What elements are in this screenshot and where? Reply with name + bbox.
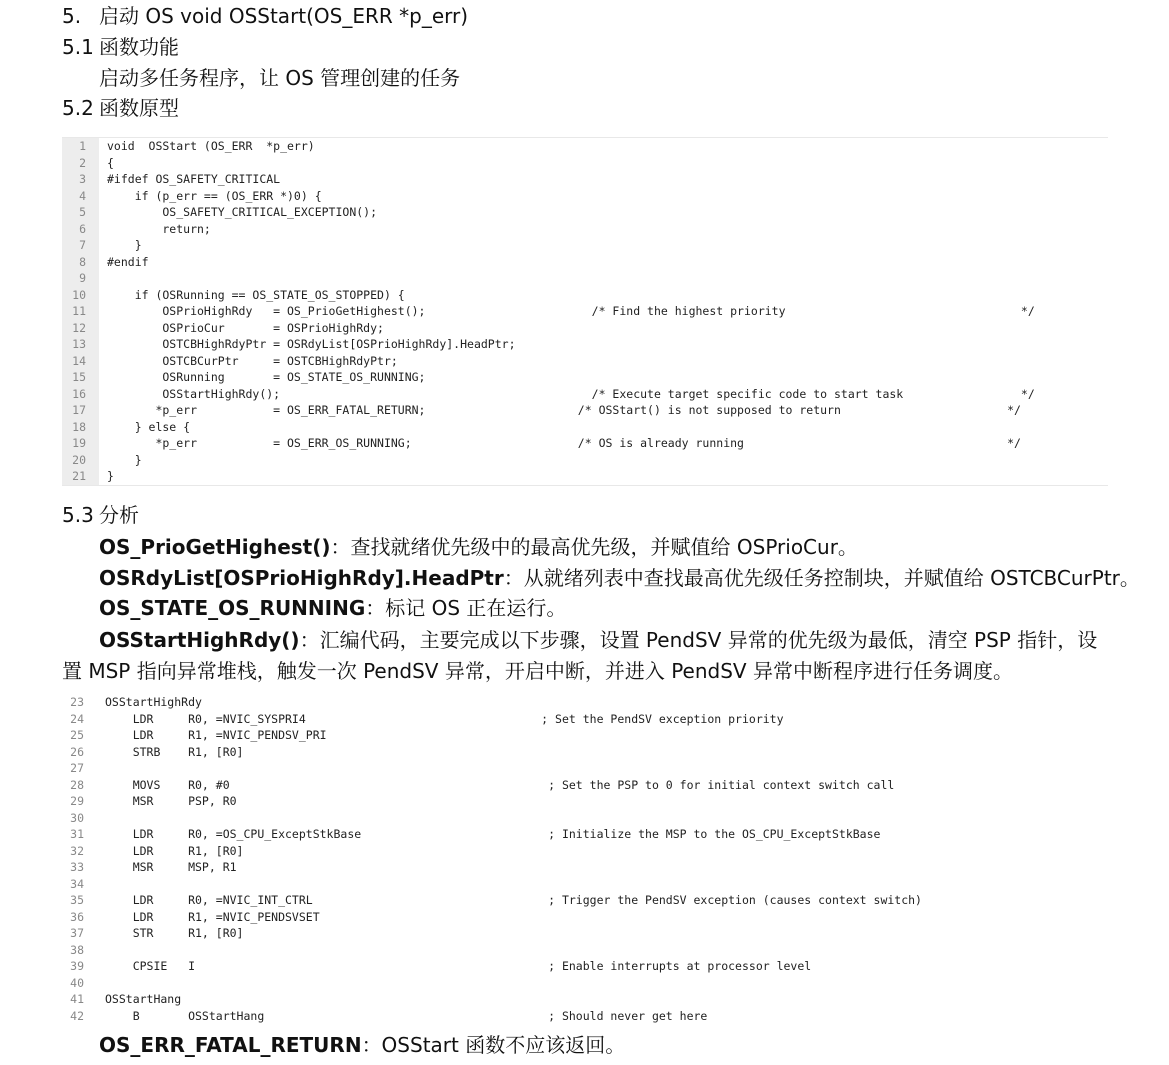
- code-text: void OSStart (OS_ERR *p_err): [107, 139, 315, 153]
- line-number: 25: [70, 728, 84, 742]
- line-number: 29: [70, 794, 84, 808]
- code-line: [62, 925, 1108, 942]
- code-line: [62, 843, 1108, 860]
- code-text: OS_SAFETY_CRITICAL_EXCEPTION();: [107, 205, 378, 219]
- code-line: [62, 320, 1108, 337]
- line-number: 11: [72, 304, 86, 318]
- code-text: STRB R1, [R0]: [105, 744, 244, 759]
- analysis-term: OSRdyList[OSPrioHighRdy].HeadPtr: [99, 566, 504, 590]
- analysis-desc: ：汇编代码，主要完成以下步骤，设置 PendSV 异常的优先级为最低，清空 PSP 指针，设置 MSP 指向异常堆栈，触发一次 PendSV 异常，开启中断，并进入 PendSV 异常中断程序进行任务调度。: [62, 628, 1098, 683]
- code-text: MSR PSP, R0: [105, 794, 237, 808]
- line-number: 13: [72, 337, 86, 351]
- line-number: 6: [79, 221, 86, 236]
- analysis-item-long: [62, 625, 1110, 687]
- code-line: [62, 744, 1108, 761]
- line-number: 20: [72, 452, 86, 467]
- code-line: [62, 188, 1108, 205]
- code-text: LDR R1, =NVIC_PENDSVSET: [105, 909, 320, 924]
- analysis-item: [99, 533, 858, 561]
- code-text: *p_err = OS_ERR_FATAL_RETURN; /* OSStart() is not supposed to return */: [107, 403, 1021, 417]
- code-text: LDR R1, [R0]: [105, 843, 244, 858]
- code-text: OSPrioCur = OSPrioHighRdy;: [107, 320, 384, 335]
- function-description: 启动多任务程序，让 OS 管理创建的任务: [99, 66, 461, 90]
- line-number: 42: [70, 1008, 84, 1023]
- analysis-item: [99, 594, 566, 622]
- line-number: 27: [70, 761, 84, 775]
- code-line: [62, 727, 1108, 744]
- section-5-1-heading: [62, 34, 179, 60]
- code-text: MOVS R0, #0 ; Set the PSP to 0 for initial context switch call: [105, 777, 895, 792]
- c-code-block: [62, 137, 1108, 486]
- code-line: [62, 204, 1108, 221]
- line-number: 15: [72, 370, 86, 384]
- line-number: 34: [70, 876, 84, 891]
- code-text: }: [107, 469, 114, 483]
- section-number: 5.1: [62, 35, 94, 59]
- line-number: 21: [72, 469, 86, 483]
- line-number: 23: [70, 695, 84, 709]
- code-line: [62, 386, 1108, 403]
- code-line: [62, 402, 1108, 419]
- code-line: [62, 287, 1108, 304]
- analysis-term: OS_ERR_FATAL_RETURN: [99, 1033, 362, 1057]
- section-title: 函数原型: [99, 96, 179, 120]
- section-title: 分析: [99, 503, 139, 527]
- code-line: [62, 958, 1108, 975]
- code-text: STR R1, [R0]: [105, 926, 244, 940]
- code-line: [62, 991, 1108, 1008]
- code-text: *p_err = OS_ERR_OS_RUNNING; /* OS is already running */: [107, 436, 1021, 450]
- line-number: 17: [72, 403, 86, 417]
- code-line: [62, 777, 1108, 794]
- line-number: 24: [70, 711, 84, 726]
- analysis-term: OSStartHighRdy(): [99, 628, 300, 652]
- line-number: 41: [70, 992, 84, 1006]
- code-text: #ifdef OS_SAFETY_CRITICAL: [107, 172, 281, 186]
- code-text: MSR MSP, R1: [105, 860, 237, 874]
- code-text: OSStartHang: [105, 992, 182, 1006]
- code-text: [84, 810, 105, 827]
- line-number: 36: [70, 909, 84, 924]
- code-line: [62, 694, 1108, 711]
- code-line: [62, 155, 1108, 172]
- code-line: [62, 942, 1108, 959]
- code-line: [62, 435, 1108, 452]
- code-text: B OSStartHang ; Should never get here: [105, 1008, 708, 1023]
- code-text: OSTCBHighRdyPtr = OSRdyList[OSPrioHighRdy].HeadPtr;: [107, 337, 516, 351]
- code-text: [84, 760, 105, 777]
- line-number: 28: [70, 777, 84, 792]
- analysis-desc: ：查找就绪优先级中的最高优先级，并赋值给 OSPrioCur。: [330, 535, 858, 559]
- code-line: [62, 826, 1108, 843]
- code-text: }: [107, 452, 142, 467]
- line-number: 33: [70, 860, 84, 874]
- code-line: [62, 468, 1108, 485]
- section-5-3-heading: [62, 502, 139, 528]
- code-text: return;: [107, 221, 211, 236]
- code-text: OSStartHighRdy(); /* Execute target specific code to start task */: [107, 386, 1035, 401]
- code-text: LDR R0, =NVIC_INT_CTRL ; Trigger the PendSV exception (causes context switch): [105, 893, 922, 907]
- code-text: [86, 270, 107, 287]
- line-number: 31: [70, 827, 84, 841]
- code-line: [62, 171, 1108, 188]
- line-number: 37: [70, 926, 84, 940]
- code-line: [62, 760, 1108, 777]
- code-line: [62, 419, 1108, 436]
- code-text: OSTCBCurPtr = OSTCBHighRdyPtr;: [107, 353, 398, 368]
- code-line: [62, 353, 1108, 370]
- code-line: [62, 892, 1108, 909]
- code-text: {: [107, 155, 114, 170]
- code-line: [62, 369, 1108, 386]
- line-number: 9: [79, 271, 86, 285]
- section-5-heading: [62, 3, 468, 29]
- code-line: [62, 1008, 1108, 1025]
- code-text: OSRunning = OS_STATE_OS_RUNNING;: [107, 370, 426, 384]
- line-number: 8: [79, 254, 86, 269]
- line-number: 35: [70, 893, 84, 907]
- code-text: [84, 975, 105, 992]
- code-text: }: [107, 238, 142, 252]
- asm-code-block: [62, 694, 1108, 1026]
- code-text: OSStartHighRdy: [105, 695, 202, 709]
- code-text: [84, 876, 105, 893]
- line-number: 16: [72, 386, 86, 401]
- code-line: [62, 909, 1108, 926]
- analysis-item: [99, 564, 1140, 592]
- code-text: if (p_err == (OS_ERR *)0) {: [107, 188, 322, 203]
- line-number: 7: [79, 238, 86, 252]
- line-number: 19: [72, 436, 86, 450]
- line-number: 1: [79, 139, 86, 153]
- code-text: } else {: [107, 419, 191, 434]
- code-line: [62, 876, 1108, 893]
- analysis-item: [99, 1031, 625, 1059]
- code-text: OSPrioHighRdy = OS_PrioGetHighest(); /* Find the highest priority */: [107, 304, 1035, 318]
- code-text: LDR R0, =OS_CPU_ExceptStkBase ; Initialize the MSP to the OS_CPU_ExceptStkBase: [105, 827, 881, 841]
- code-line: [62, 138, 1108, 155]
- code-line: [62, 303, 1108, 320]
- code-line: [62, 452, 1108, 469]
- code-text: LDR R1, =NVIC_PENDSV_PRI: [105, 728, 327, 742]
- code-text: #endif: [107, 254, 149, 269]
- section-title: 启动 OS void OSStart(OS_ERR *p_err): [99, 4, 469, 28]
- analysis-desc: ：标记 OS 正在运行。: [365, 596, 567, 620]
- code-text: LDR R0, =NVIC_SYSPRI4 ; Set the PendSV exception priority: [105, 711, 784, 726]
- analysis-term: OS_PrioGetHighest(): [99, 535, 331, 559]
- code-line: [62, 237, 1108, 254]
- code-line: [62, 810, 1108, 827]
- line-number: 3: [79, 172, 86, 186]
- code-line: [62, 711, 1108, 728]
- code-line: [62, 221, 1108, 238]
- line-number: 32: [70, 843, 84, 858]
- analysis-desc: ：OSStart 函数不应该返回。: [361, 1033, 626, 1057]
- code-line: [62, 859, 1108, 876]
- line-number: 40: [70, 975, 84, 990]
- line-number: 39: [70, 959, 84, 973]
- line-number: 38: [70, 942, 84, 957]
- line-number: 4: [79, 188, 86, 203]
- analysis-desc: ：从就绪列表中查找最高优先级任务控制块，并赋值给 OSTCBCurPtr。: [503, 566, 1140, 590]
- line-number: 26: [70, 744, 84, 759]
- line-number: 2: [79, 155, 86, 170]
- code-line: [62, 336, 1108, 353]
- code-text: CPSIE I ; Enable interrupts at processor level: [105, 959, 812, 973]
- code-line: [62, 254, 1108, 271]
- code-line: [62, 793, 1108, 810]
- section-title: 函数功能: [99, 35, 179, 59]
- section-number: 5.2: [62, 96, 94, 120]
- line-number: 18: [72, 419, 86, 434]
- section-5-2-heading: [62, 95, 179, 121]
- code-text: [84, 942, 105, 959]
- section-number: 5.3: [62, 503, 94, 527]
- line-number: 12: [72, 320, 86, 335]
- analysis-term: OS_STATE_OS_RUNNING: [99, 596, 366, 620]
- code-line: [62, 975, 1108, 992]
- line-number: 14: [72, 353, 86, 368]
- line-number: 5: [79, 205, 86, 219]
- code-text: if (OSRunning == OS_STATE_OS_STOPPED) {: [107, 287, 405, 302]
- code-line: [62, 270, 1108, 287]
- section-number: 5.: [62, 4, 82, 28]
- line-number: 10: [72, 287, 86, 302]
- line-number: 30: [70, 810, 84, 825]
